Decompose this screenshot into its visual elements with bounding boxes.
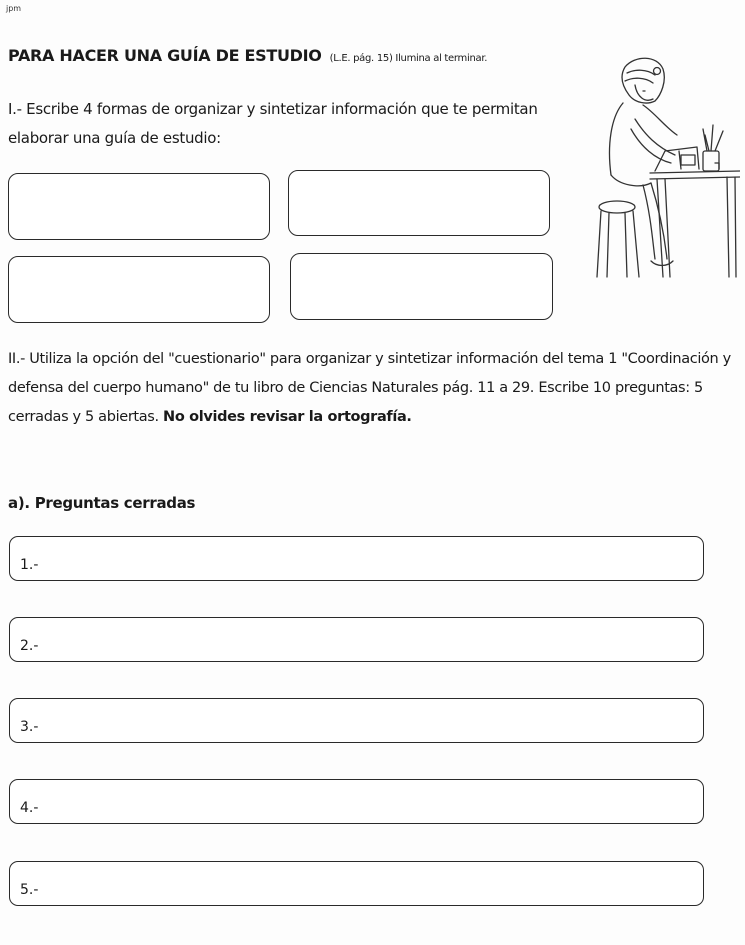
- question-number: 1.-: [20, 557, 39, 573]
- answer-box-3[interactable]: [8, 256, 270, 323]
- closed-question-box-2[interactable]: [9, 617, 704, 662]
- section-2-text: II.- Utiliza la opción del "cuestionario" para organizar y sintetizar información del tema 1 "Coordinación y defensa del cuerpo humano" de tu libro de Ciencias Naturales pág. 11 a 29. Escribe 10 preguntas: 5 cerradas y 5 abiertas.: [8, 351, 731, 425]
- closed-question-box-5[interactable]: [9, 861, 704, 906]
- answer-box-1[interactable]: [8, 173, 270, 240]
- page-title: [8, 46, 487, 65]
- title-note: (L.E. pág. 15) Ilumina al terminar.: [329, 53, 488, 64]
- question-number: 3.-: [20, 719, 39, 735]
- question-number: 4.-: [20, 800, 39, 816]
- closed-questions-heading: a). Preguntas cerradas: [8, 494, 196, 512]
- closed-question-box-3[interactable]: [9, 698, 704, 743]
- section-2-instructions: [8, 345, 733, 432]
- section-2-emphasis: No olvides revisar la ortografía.: [163, 409, 412, 425]
- answer-box-2[interactable]: [288, 170, 550, 236]
- corner-tag: jpm: [6, 4, 22, 13]
- student-at-desk-illustration: [595, 55, 740, 280]
- question-number: 5.-: [20, 882, 39, 898]
- section-1-instructions: I.- Escribe 4 formas de organizar y sintetizar información que te permitan elaborar una guía de estudio:: [8, 100, 538, 147]
- title-text: PARA HACER UNA GUÍA DE ESTUDIO: [8, 46, 322, 65]
- closed-question-box-1[interactable]: [9, 536, 704, 581]
- question-number: 2.-: [20, 638, 39, 654]
- answer-box-4[interactable]: [290, 253, 553, 320]
- closed-question-box-4[interactable]: [9, 779, 704, 824]
